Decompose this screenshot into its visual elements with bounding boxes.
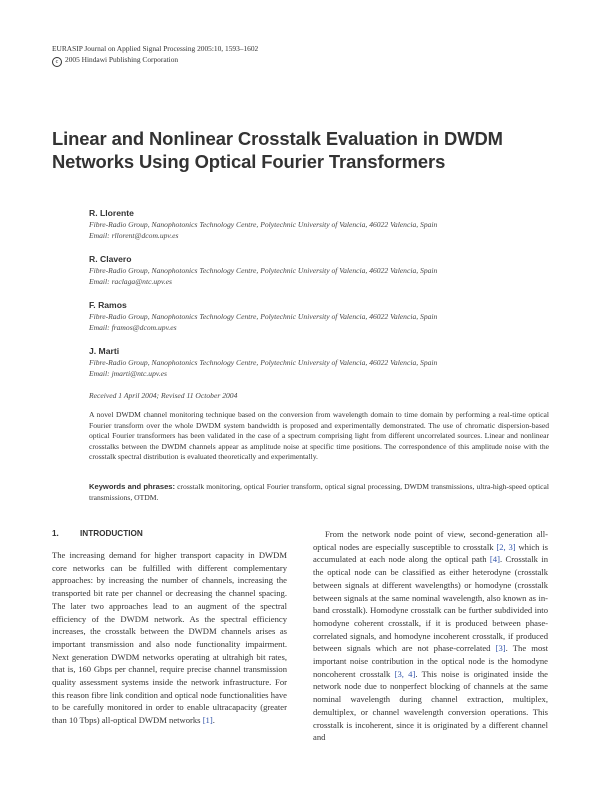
paper-title: Linear and Nonlinear Crosstalk Evaluation in DWDM Networks Using Optical Fourier Transformers <box>52 128 503 172</box>
author-email: Email: rllorent@dcom.upv.es <box>89 231 179 240</box>
author-affiliation: Fibre-Radio Group, Nanophotonics Technology Centre, Polytechnic University of Valencia, 46022 Valencia, Spain <box>89 312 438 321</box>
section-title: INTRODUCTION <box>80 529 143 538</box>
abstract: A novel DWDM channel monitoring technique based on the conversion from wavelength domain to time domain by performing a real-time optical Fourier transform over the whole DWDM system bandwidth is proposed and experimentally demonstrated. The use of chromatic dispersion-based optical Fourier transformers has been validated in the case of a spectrum comprising light from different uncorrelated sources. Linear and nonlinear crosstalks between the DWDM channels appear as amplitude noise at specific time positions. The correspondence of this amplitude noise with the crosstalk spectral distribution is evaluated theoretically and experimentally. <box>89 410 549 462</box>
paragraph-text: . <box>212 715 215 726</box>
paragraph-text: . This noise is originated inside the network node due to nonperfect blocking of channels at the same nominal wavelength during channel extraction, multiplex, demultiplex, or channel wavelength conversion operations. This crosstalk is incoherent, since it is originated by a different channel and <box>313 668 548 743</box>
citation-link[interactable]: [1] <box>202 715 213 726</box>
copyright-text: 2005 Hindawi Publishing Corporation <box>65 55 179 64</box>
paragraph-text: . The most important noise contribution in the optical node is the homodyne noncoherent crosstalk <box>313 643 548 679</box>
paragraph-text: From the network node point of view, second-generation all-optical nodes are especially susceptible to crosstalk <box>313 529 548 552</box>
author-name: R. Llorente <box>89 208 134 218</box>
author-name: R. Clavero <box>89 254 132 264</box>
citation-link[interactable]: [4] <box>489 554 500 565</box>
author-block <box>89 345 549 391</box>
citation-link[interactable]: [2, 3] <box>496 541 516 552</box>
citation-link[interactable]: [3, 4] <box>394 668 416 679</box>
author-email: Email: jmarti@ntc.upv.es <box>89 369 167 378</box>
author-affiliation: Fibre-Radio Group, Nanophotonics Technology Centre, Polytechnic University of Valencia, 46022 Valencia, Spain <box>89 358 438 367</box>
citation-link[interactable]: [3] <box>495 643 506 654</box>
author-list <box>89 207 549 391</box>
keywords-label: Keywords and phrases: <box>89 482 176 491</box>
author-affiliation: Fibre-Radio Group, Nanophotonics Technology Centre, Polytechnic University of Valencia, 46022 Valencia, Spain <box>89 266 438 275</box>
author-name: J. Marti <box>89 346 120 356</box>
keywords-text: crosstalk monitoring, optical Fourier transform, optical signal processing, DWDM transmissions, ultra-high-speed optical transmissions, OTDM. <box>89 482 549 502</box>
copyright-icon: c <box>52 57 62 67</box>
paragraph-text: . Crosstalk in the optical node can be classified as either heterodyne (crosstalk between signals at different wavelengths) or homodyne (crosstalk between signals at the same nominal wavelength, also known as in-band crosstalk). Homodyne crosstalk can be further subdivided into homodyne coherent crosstalk, if it is produced between phase-correlated signals, and homodyne incoherent crosstalk, if produced between signals which are not phase-correlated <box>313 554 548 654</box>
keywords <box>89 482 549 503</box>
received-dates: Received 1 April 2004; Revised 11 October 2004 <box>89 391 238 400</box>
body-column-left <box>52 549 287 727</box>
section-number: 1. <box>52 529 59 538</box>
author-block <box>89 207 549 253</box>
journal-header <box>52 43 258 67</box>
paragraph-text: The increasing demand for higher transport capacity in DWDM core networks can be fulfilled with different complementary approaches: by increasing the number of channels, increasing the transported bit rate per channel or decreasing the channel spacing. The later two approaches lead to an augment of the spectral efficiency of the DWDM network. As the spectral efficiency increases, the crosstalk between the DWDM channels arises as important transmission and also node functionality impairment. Next generation DWDM networks operating at ultrahigh bit rates, that is, 160 Gbps per channel, require precise channel transmission quality assessment systems inside the network infrastructure. For this reason fibre link condition and optical node functionalities have to be carefully monitored in order to enable ultracapacity (greater than 10 Tbps) all-optical DWDM networks <box>52 550 287 726</box>
author-affiliation: Fibre-Radio Group, Nanophotonics Technology Centre, Polytechnic University of Valencia, 46022 Valencia, Spain <box>89 220 438 229</box>
author-block <box>89 299 549 345</box>
paragraph-text: which is accumulated at each node along the optical path <box>313 541 548 565</box>
author-name: F. Ramos <box>89 300 127 310</box>
author-block <box>89 253 549 299</box>
author-email: Email: raclaga@ntc.upv.es <box>89 277 172 286</box>
copyright-line <box>52 54 258 67</box>
section-heading <box>52 529 143 538</box>
journal-citation: EURASIP Journal on Applied Signal Processing 2005:10, 1593–1602 <box>52 44 259 53</box>
author-email: Email: framos@dcom.upv.es <box>89 323 177 332</box>
body-column-right <box>313 528 548 744</box>
